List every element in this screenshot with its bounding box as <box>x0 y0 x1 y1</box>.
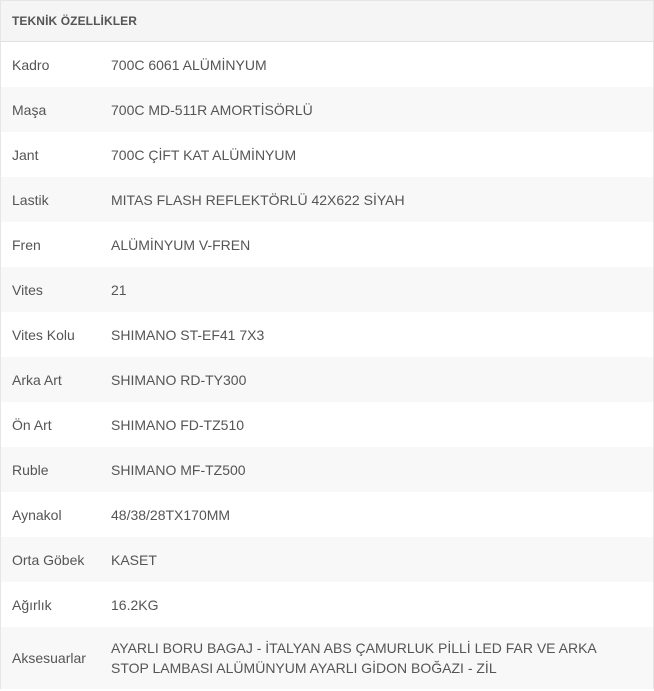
spec-row-aynakol <box>1 492 653 537</box>
spec-row-ruble <box>1 447 653 492</box>
spec-value: SHIMANO ST-EF41 7X3 <box>111 326 265 343</box>
spec-value: ALÜMİNYUM V-FREN <box>111 236 251 253</box>
spec-label: Vites <box>12 281 43 298</box>
spec-value: 16.2KG <box>111 596 159 613</box>
spec-value: SHIMANO MF-TZ500 <box>111 461 246 478</box>
spec-value: SHIMANO RD-TY300 <box>111 371 247 388</box>
spec-row-orta-gobek <box>1 537 653 582</box>
spec-label: Fren <box>12 236 41 253</box>
spec-label: Lastik <box>12 191 49 208</box>
spec-value: 21 <box>111 281 127 298</box>
spec-label: Ruble <box>12 461 49 478</box>
spec-value: 700C MD-511R AMORTİSÖRLÜ <box>111 101 313 118</box>
spec-value: 700C 6061 ALÜMİNYUM <box>111 56 267 73</box>
spec-value: AYARLI BORU BAGAJ - İTALYAN ABS ÇAMURLUK PİLLİ LED FAR VE ARKA STOP LAMBASI ALÜMÜNYUM AYARLI GİDON BOĞAZI - ZİL <box>111 640 596 676</box>
spec-row-lastik <box>1 177 653 222</box>
spec-label: Orta Göbek <box>12 551 85 568</box>
spec-label: Maşa <box>12 101 47 118</box>
spec-row-vites-kolu <box>1 312 653 357</box>
spec-table-title: TEKNİK ÖZELLİKLER <box>1 0 653 42</box>
spec-value: 700C ÇİFT KAT ALÜMİNYUM <box>111 146 297 163</box>
spec-value: 48/38/28TX170MM <box>111 506 231 523</box>
spec-label: Jant <box>12 146 39 163</box>
spec-label: Kadro <box>12 56 50 73</box>
spec-value: KASET <box>111 551 157 568</box>
spec-row-arka-art <box>1 357 653 402</box>
spec-row-agirlik <box>1 582 653 627</box>
spec-label: Aksesuarlar <box>12 650 86 666</box>
spec-row-vites <box>1 267 653 312</box>
spec-row-jant <box>1 132 653 177</box>
spec-row-fren <box>1 222 653 267</box>
spec-row-masa <box>1 87 653 132</box>
spec-row-on-art <box>1 402 653 447</box>
spec-value: MITAS FLASH REFLEKTÖRLÜ 42X622 SİYAH <box>111 191 405 208</box>
spec-label: Vites Kolu <box>12 326 75 343</box>
spec-label: Aynakol <box>12 506 62 523</box>
spec-label: Ön Art <box>12 416 52 433</box>
spec-row-kadro <box>1 42 653 87</box>
spec-value: SHIMANO FD-TZ510 <box>111 416 245 433</box>
spec-row-aksesuarlar <box>1 627 653 689</box>
spec-label: Ağırlık <box>12 596 52 613</box>
spec-label: Arka Art <box>12 371 62 388</box>
